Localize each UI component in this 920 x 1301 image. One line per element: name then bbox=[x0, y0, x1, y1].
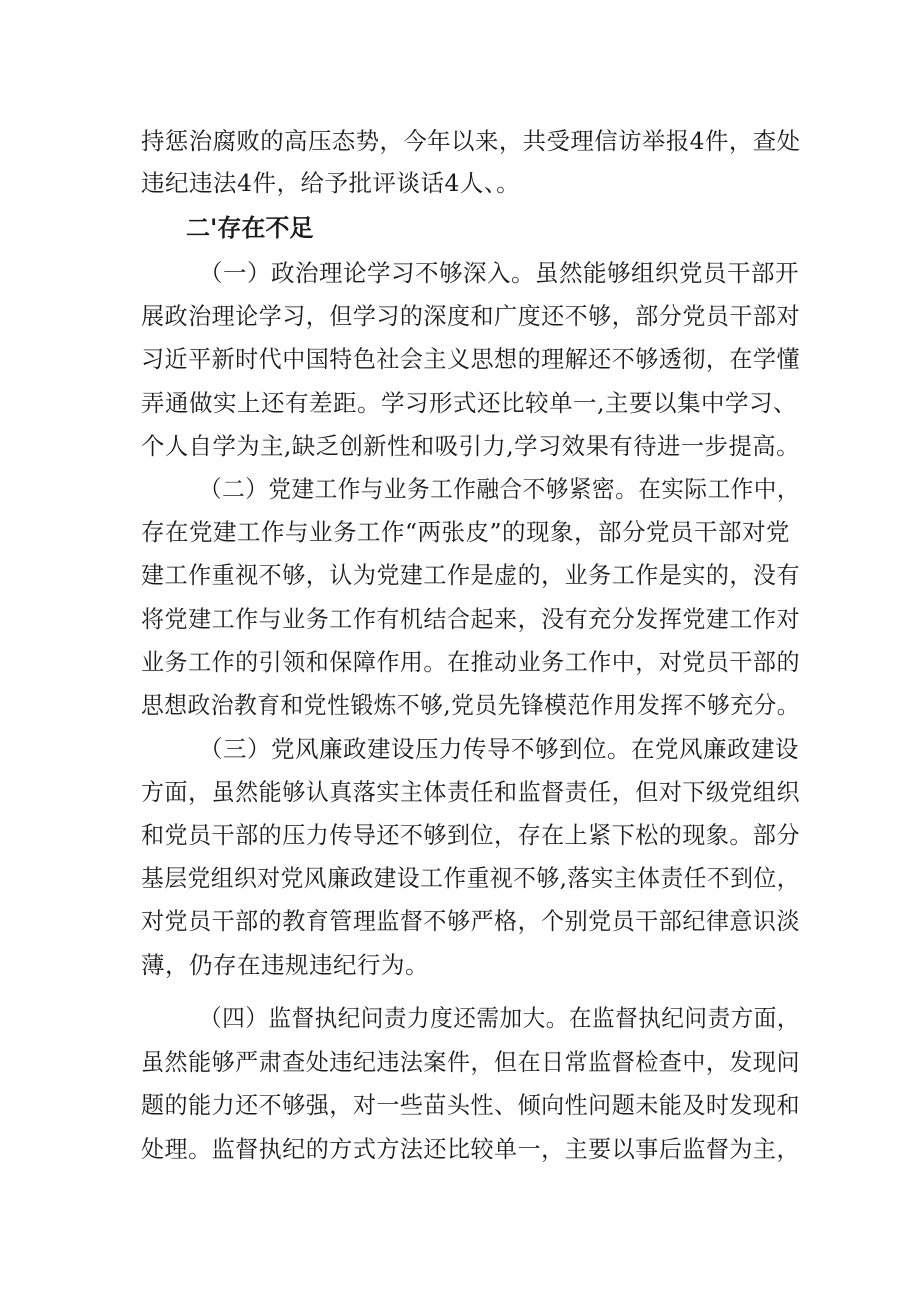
paragraph-line: 处理。监督执纪的方式方法还比较单一，主要以事后监督为主， bbox=[141, 1135, 800, 1163]
intro-line: 持惩治腐败的高压态势，今年以来，共受理信访举报4件，查处 bbox=[141, 127, 801, 155]
paragraph-line: 业务工作的引领和保障作用。在推动业务工作中，对党员干部的 bbox=[141, 648, 800, 676]
paragraph-line: 展政治理论学习，但学习的深度和广度还不够，部分党员干部对 bbox=[141, 302, 800, 330]
paragraph-line: 题的能力还不够强，对一些苗头性、倾向性问题未能及时发现和 bbox=[141, 1091, 800, 1119]
paragraph-line: （二）党建工作与业务工作融合不够紧密。在实际工作中， bbox=[199, 475, 800, 503]
paragraph-line: 个人自学为主,缺乏创新性和吸引力,学习效果有待进一步提高。 bbox=[141, 432, 800, 460]
paragraph-line: （三）党风廉政建设压力传导不够到位。在党风廉政建设 bbox=[199, 735, 799, 763]
paragraph-line: 存在党建工作与业务工作“两张皮”的现象，部分党员干部对党 bbox=[141, 518, 791, 546]
paragraph-line: 和党员干部的压力传导还不够到位，存在上紧下松的现象。部分 bbox=[141, 821, 800, 849]
paragraph-line: 对党员干部的教育管理监督不够严格，个别党员干部纪律意识淡 bbox=[141, 907, 800, 935]
paragraph-line: 习近平新时代中国特色社会主义思想的理解还不够透彻，在学懂 bbox=[141, 345, 800, 373]
paragraph-line: 将党建工作与业务工作有机结合起来，没有充分发挥党建工作对 bbox=[141, 605, 800, 633]
intro-line: 违纪违法4件，给予批评谈话4人、。 bbox=[141, 169, 521, 197]
paragraph-line: 建工作重视不够，认为党建工作是虚的，业务工作是实的，没有 bbox=[141, 561, 800, 589]
paragraph-line: 基层党组织对党风廉政建设工作重视不够,落实主体责任不到位， bbox=[141, 864, 800, 892]
paragraph-line: 虽然能够严肃查处违纪违法案件，但在日常监督检查中，发现问 bbox=[141, 1048, 800, 1076]
paragraph-line: 薄，仍存在违规违纪行为。 bbox=[141, 951, 429, 979]
paragraph-line: （四）监督执纪问责力度还需加大。在监督执纪问责方面， bbox=[199, 1004, 800, 1032]
paragraph-line: 方面，虽然能够认真落实主体责任和监督责任，但对下级党组织 bbox=[141, 778, 800, 806]
paragraph-line: 弄通做实上还有差距。学习形式还比较单一,主要以集中学习、 bbox=[141, 389, 797, 417]
section-heading: 二'存在不足 bbox=[186, 214, 314, 242]
paragraph-line: 思想政治教育和党性锻炼不够,党员先锋模范作用发挥不够充分。 bbox=[141, 691, 800, 719]
paragraph-line: （一）政治理论学习不够深入。虽然能够组织党员干部开 bbox=[199, 259, 799, 287]
